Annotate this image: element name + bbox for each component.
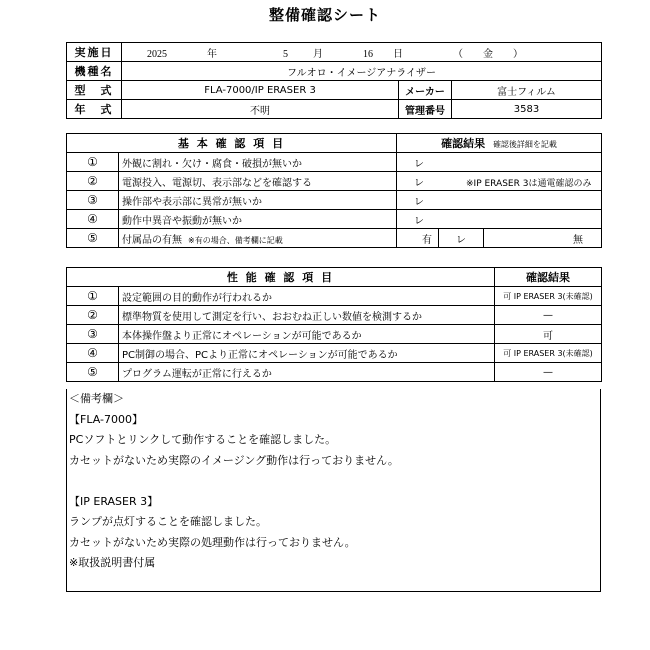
table-row: [67, 344, 602, 363]
check-mark: レ: [414, 177, 424, 189]
row-number: ②: [67, 306, 119, 325]
row-number: ③: [67, 191, 119, 210]
row-number: ①: [67, 287, 119, 306]
check-mark: レ: [414, 215, 424, 227]
table-row: [67, 210, 602, 229]
model-label: 機種名: [67, 62, 122, 81]
type-value: FLA-7000/IP ERASER 3: [122, 81, 399, 100]
page-title: 整備確認シート: [268, 6, 381, 24]
row-number: ⑤: [67, 229, 119, 248]
mgmt-label: 管理番号: [399, 100, 452, 119]
table-row: [67, 287, 602, 306]
remarks-line: カセットがないため実際の処理動作は行っておりません。: [69, 535, 356, 549]
row-number: ⑤: [67, 363, 119, 382]
row-result: [397, 191, 602, 210]
row-result: [397, 210, 602, 229]
table-row: [67, 153, 602, 172]
row-text: プログラム運転が正常に行えるか: [119, 363, 495, 382]
type-label: 型 式: [67, 81, 122, 100]
row-text: 電源投入、電源切、表示部などを確認する: [119, 172, 397, 191]
date-weekday: （ 金 ）: [453, 48, 523, 60]
row-text-small: ※有の場合、備考欄に記載: [188, 235, 283, 245]
row-result: 可: [495, 325, 602, 344]
accessory-mark: レ: [439, 229, 484, 248]
row-number: ④: [67, 210, 119, 229]
table-row: [67, 172, 602, 191]
row-text: 操作部や表示部に異常が無いか: [119, 191, 397, 210]
remarks-box: [66, 389, 601, 592]
table-row: [67, 363, 602, 382]
info-table: [66, 42, 602, 119]
remarks-line: PCソフトとリンクして動作することを確認しました。: [69, 433, 337, 446]
accessory-yes: 有: [397, 229, 439, 248]
perf-header-item: 性 能 確 認 項 目: [67, 268, 495, 287]
row-text: 動作中異音や振動が無いか: [119, 210, 397, 229]
remarks-line: ランプが点灯することを確認しました。: [69, 515, 267, 528]
row-text: 外観に割れ・欠け・腐食・破損が無いか: [119, 153, 397, 172]
date-month: 5: [283, 48, 288, 60]
remarks-line: ※取扱説明書付属: [69, 556, 156, 569]
date-value: [122, 43, 602, 62]
maker-label: メーカー: [399, 81, 452, 100]
date-day: 16: [363, 48, 373, 60]
table-row: [67, 325, 602, 344]
row-result: —: [495, 306, 602, 325]
row-number: ③: [67, 325, 119, 344]
mgmt-value: 3583: [452, 100, 602, 119]
row-text: PC制御の場合、PCより正常にオペレーションが可能であるか: [119, 344, 495, 363]
date-month-unit: 月: [313, 48, 323, 60]
basic-header-result-label: 確認結果: [441, 137, 486, 150]
table-row: [67, 306, 602, 325]
check-mark: レ: [414, 196, 424, 208]
row-number: ④: [67, 344, 119, 363]
check-mark: レ: [414, 158, 424, 170]
year-label: 年 式: [67, 100, 122, 119]
basic-header-result: [397, 134, 602, 153]
row-text: 設定範囲の目的動作が行われるか: [119, 287, 495, 306]
remarks-line: 【FLA-7000】: [69, 412, 143, 426]
date-label: 実施日: [67, 43, 122, 62]
perf-header-result: 確認結果: [495, 268, 602, 287]
table-row: [67, 229, 602, 248]
row-number: ①: [67, 153, 119, 172]
year-value: 不明: [122, 100, 399, 119]
date-day-unit: 日: [393, 48, 403, 60]
remarks-line: [67, 471, 600, 492]
row-result: [397, 153, 602, 172]
accessory-no: 無: [484, 229, 602, 248]
row-note: ※IP ERASER 3は通電確認のみ: [466, 178, 592, 189]
row-text: [119, 229, 397, 248]
row-result: —: [495, 363, 602, 382]
table-row: [67, 191, 602, 210]
basic-header-item: 基 本 確 認 項 目: [67, 134, 397, 153]
remarks-line: カセットがないため実際のイメージング動作は行っておりません。: [69, 453, 399, 467]
basic-check-table: [66, 133, 602, 248]
performance-check-table: [66, 267, 602, 382]
row-text-main: 付属品の有無: [122, 234, 182, 246]
basic-header-note: 確認後詳細を記載: [492, 140, 557, 149]
model-value: フルオロ・イメージアナライザー: [122, 62, 602, 81]
row-result: 可 IP ERASER 3(未確認): [495, 287, 602, 306]
row-result: [397, 172, 602, 191]
row-text: 標準物質を使用して測定を行い、おおむね正しい数値を検測するか: [119, 306, 495, 325]
row-number: ②: [67, 172, 119, 191]
date-year: 2025: [147, 48, 167, 60]
date-year-unit: 年: [207, 48, 217, 60]
remarks-line: 【IP ERASER 3】: [69, 494, 159, 508]
row-result: 可 IP ERASER 3(未確認): [495, 344, 602, 363]
maker-value: 富士フィルム: [452, 81, 602, 100]
remarks-line: ＜備考欄＞: [69, 392, 124, 405]
row-text: 本体操作盤より正常にオペレーションが可能であるか: [119, 325, 495, 344]
